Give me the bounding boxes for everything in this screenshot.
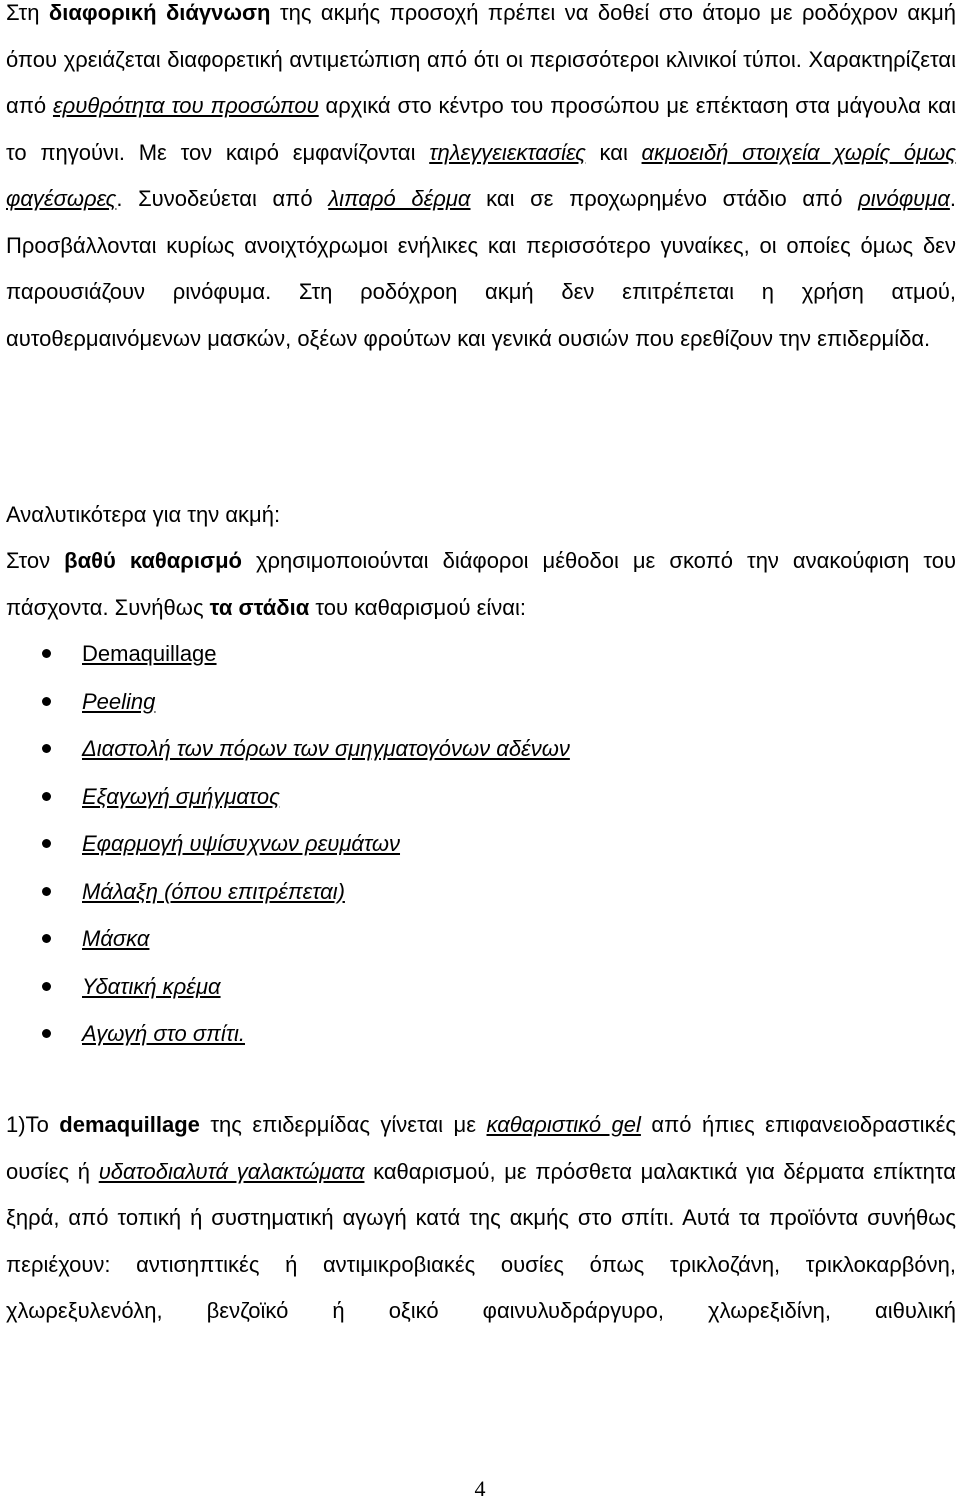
- demaquillage-paragraph: 1)Το demaquillage της επιδερμίδας γίνεται με καθαριστικό gel από ήπιες επιφανειοδραστικές ουσίες ή υδατοδιαλυτά γαλακτώματα καθαρισμού, με πρόσθετα μαλακτικά για δέρματα επίκτητα ξηρά, από τοπική ή συστηματική αγωγή κατά της ακμής στο σπίτι. Αυτά τα προϊόντα συνήθως περιέχουν: αντισηπτικές ή αντιμικροβιακές ουσίες όπως τρικλοζάνη, τρικλοκαρβόνη, χλωρεξυλενόλη, βενζοϊκό ή οξικό φαινυλυδράργυρο, χλωρεξιδίνη, αιθυλική: [6, 1112, 956, 1323]
- list-item: [6, 725, 956, 773]
- analytical-heading: Αναλυτικότερα για την ακμή:: [6, 502, 281, 527]
- link-telangiectasias[interactable]: τηλεγγειεκτασίες: [429, 139, 586, 165]
- bullet-icon: [42, 1029, 51, 1038]
- link-stage[interactable]: Εξαγωγή σμήγματος: [82, 783, 280, 809]
- list-item: [6, 1010, 956, 1058]
- list-item: [6, 630, 956, 678]
- bullet-icon: [42, 982, 51, 991]
- bullet-icon: [42, 697, 51, 706]
- link-rhinophyma[interactable]: ρινόφυμα: [858, 186, 950, 211]
- list-item: [6, 773, 956, 821]
- bold-term-deep-cleansing: βαθύ καθαρισμό: [64, 548, 242, 573]
- list-item: [6, 868, 956, 916]
- list-item: [6, 820, 956, 868]
- link-stage[interactable]: Μάσκα: [82, 926, 150, 951]
- link-stage[interactable]: Αγωγή στο σπίτι.: [82, 1021, 245, 1046]
- link-stage[interactable]: Εφαρμογή υψίσυχνων ρευμάτων: [82, 831, 401, 856]
- bullet-icon: [42, 792, 51, 801]
- page-number: 4: [474, 1476, 486, 1501]
- list-item: [6, 963, 956, 1011]
- link-water-soluble-emulsions[interactable]: υδατοδιαλυτά γαλακτώματα: [98, 1158, 365, 1184]
- link-stage[interactable]: Peeling: [82, 688, 156, 714]
- link-stage[interactable]: Υδατική κρέμα: [82, 973, 221, 999]
- link-stage[interactable]: Demaquillage: [82, 641, 217, 666]
- bullet-icon: [42, 887, 51, 896]
- rosacea-paragraph: Στη διαφορική διάγνωση της ακμής προσοχή πρέπει να δοθεί στο άτομο με ροδόχρον ακμή όπου χρειάζεται διαφορετική αντιμετώπιση από ότι οι περισσότεροι κλινικοί τύποι. Χαρακτηρίζεται από ερυθρότητα του προσώπου αρχικά στο κέντρο του προσώπου με επέκταση στα μάγουλα και το πηγούνι. Με τον καιρό εμφανίζονται τηλεγγειεκτασίες και ακμοειδή στοιχεία χωρίς όμως φαγέσωρες. Συνοδεύεται από λιπαρό δέρμα και σε προχωρημένο στάδιο από ρινόφυμα. Προσβάλλονται κυρίως ανοιχτόχρωμοι ενήλικες και περισσότερο γυναίκες, οι οποίες όμως δεν παρουσιάζουν ρινόφυμα. Στη ροδόχροη ακμή δεν επιτρέπεται η χρήση ατμού, αυτοθερμαινόμενων μασκών, οξέων φρούτων και γενικά ουσιών που ερεθίζουν την επιδερμίδα.: [6, 0, 957, 351]
- bold-term-stages: τα στάδια: [209, 594, 310, 620]
- bullet-icon: [42, 839, 51, 848]
- list-item: [6, 678, 956, 726]
- bold-term-differential-diagnosis: διαφορική διάγνωση: [48, 0, 271, 25]
- bullet-icon: [42, 934, 51, 943]
- link-oily-skin[interactable]: λιπαρό δέρμα: [328, 186, 471, 211]
- link-facial-redness[interactable]: ερυθρότητα του προσώπου: [52, 93, 319, 118]
- link-stage[interactable]: Μάλαξη (όπου επιτρέπεται): [82, 878, 345, 904]
- link-cleansing-gel[interactable]: καθαριστικό gel: [486, 1112, 641, 1137]
- cleansing-stages-list: [6, 630, 956, 1058]
- link-acneiform-elements[interactable]: ακμοειδή στοιχεία χωρίς όμως φαγέσωρες: [6, 139, 957, 211]
- bold-term-demaquillage: demaquillage: [59, 1112, 200, 1137]
- bullet-icon: [42, 649, 51, 658]
- deep-cleansing-paragraph: Στον βαθύ καθαρισμό χρησιμοποιούνται διάφοροι μέθοδοι με σκοπό την ανακούφιση του πάσχοντα. Συνήθως τα στάδια του καθαρισμού είναι:: [6, 548, 956, 620]
- list-item: [6, 915, 956, 963]
- bullet-icon: [42, 744, 51, 753]
- link-stage[interactable]: Διαστολή των πόρων των σμηγματογόνων αδένων: [82, 736, 570, 761]
